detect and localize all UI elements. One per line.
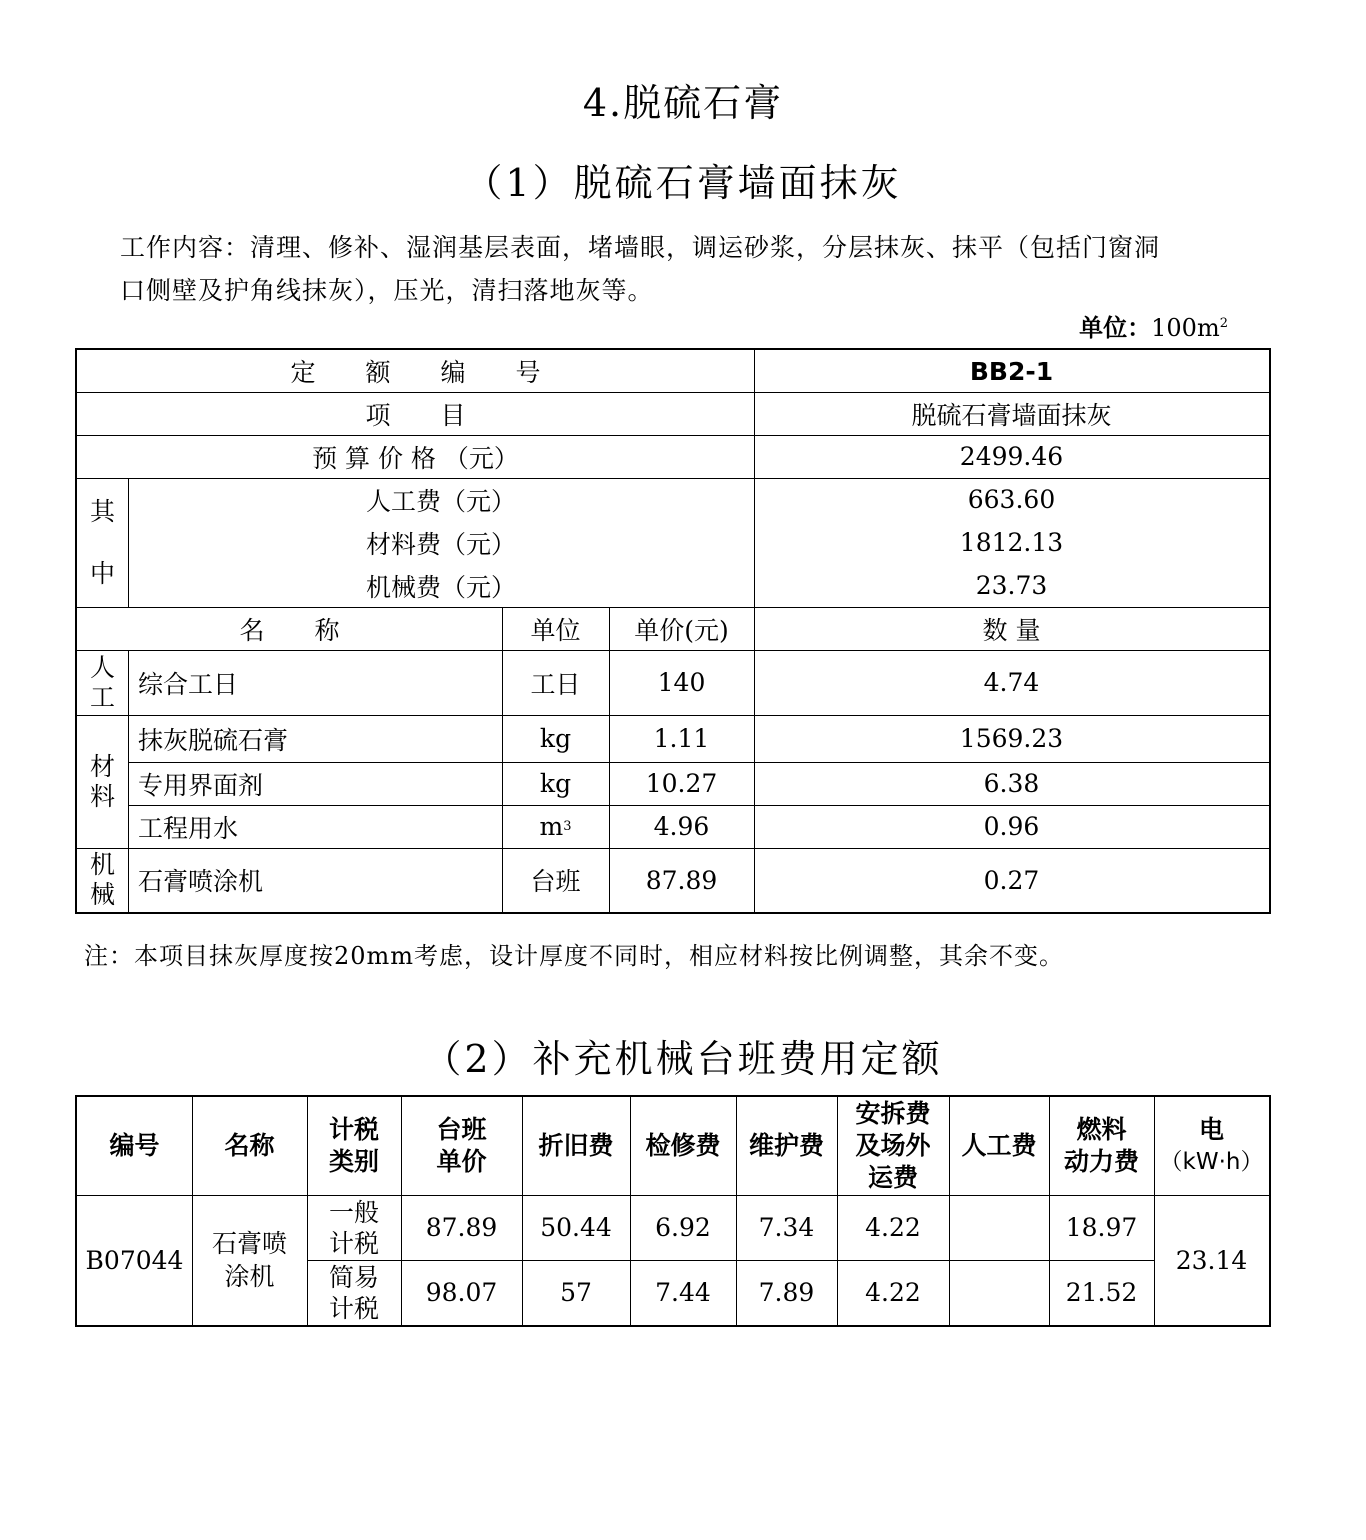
quota-code-value: BB2-1 — [969, 356, 1054, 386]
col-header-quantity: 数 量 — [982, 615, 1041, 645]
work-content-line-2: 口侧壁及护角线抹灰），压光，清扫落地灰等。 — [120, 276, 654, 305]
table-row-overhaul: 7.44 — [655, 1278, 711, 1307]
header-electricity — [1154, 1097, 1269, 1195]
table-row-unit: 工日 — [530, 669, 581, 699]
work-content-line-1: 工作内容：清理、修补、湿润基层表面，堵墙眼，调运砂浆，分层抹灰、抹平（包括门窗洞 — [120, 233, 1161, 262]
table-row-quantity: 1569.23 — [959, 724, 1064, 753]
header-install-line-3: 运费 — [867, 1163, 918, 1192]
note-text: 注：本项目抹灰厚度按20mm考虑，设计厚度不同时，相应材料按比例调整，其余不变。 — [84, 942, 1065, 970]
table-row-price: 87.89 — [425, 1213, 498, 1242]
of-which-char-2: 中 — [89, 558, 115, 588]
header-tax-line-2: 类别 — [328, 1147, 379, 1176]
of-which-char-1: 其 — [89, 496, 115, 526]
table-row-unit — [502, 805, 609, 848]
material-fee-label: 材料费（元） — [365, 529, 516, 559]
unit-label — [900, 308, 1228, 343]
table-row-depreciation: 50.44 — [540, 1213, 612, 1242]
of-which-label — [77, 478, 128, 607]
table-row-overhaul: 6.92 — [655, 1213, 711, 1242]
table-row-price: 10.27 — [645, 769, 718, 798]
category-labor — [77, 650, 128, 715]
table-row-labor — [949, 1260, 1049, 1325]
table-row-tax-category — [307, 1260, 401, 1325]
budget-price-value: 2499.46 — [959, 442, 1064, 471]
col-header-price: 单价(元) — [634, 615, 729, 645]
header-tax-line-1: 计税 — [328, 1115, 379, 1144]
header-elec-line-1: 电 — [1198, 1115, 1224, 1144]
category-machine — [77, 848, 128, 912]
table-row-quantity: 0.27 — [983, 865, 1040, 895]
col-header-name: 名 称 — [239, 615, 340, 645]
header-install-line-1: 安拆费 — [855, 1099, 931, 1128]
header-depreciation: 折旧费 — [538, 1131, 614, 1160]
table-row-maintenance: 7.89 — [758, 1278, 815, 1307]
table-row-depreciation: 57 — [560, 1278, 592, 1307]
header-fuel-line-1: 燃料 — [1076, 1115, 1127, 1144]
table-row-quantity: 6.38 — [983, 769, 1040, 798]
tax-line-1: 一般 — [328, 1197, 379, 1227]
table-row-unit: kg — [539, 769, 572, 798]
header-fuel-line-2: 动力费 — [1063, 1147, 1139, 1176]
section-title-1: （1）脱硫石膏墙面抹灰 — [464, 161, 902, 205]
table-row-fuel: 21.52 — [1065, 1278, 1138, 1307]
header-install-transport — [837, 1097, 949, 1195]
table-row-maintenance: 7.34 — [758, 1213, 815, 1242]
item-label: 项 目 — [365, 400, 466, 430]
category-machine-char-1: 机 — [89, 850, 115, 879]
category-material-char-2: 料 — [89, 781, 115, 811]
table-row-install: 4.22 — [865, 1213, 921, 1242]
category-machine-char-2: 械 — [89, 880, 115, 909]
table-row-labor — [949, 1195, 1049, 1260]
header-install-line-2: 及场外 — [855, 1131, 931, 1160]
unit-label-text: 单位： — [1079, 314, 1152, 342]
unit-superscript: 2 — [1219, 316, 1228, 331]
machine-code: B07044 — [85, 1245, 184, 1275]
category-material-char-1: 材 — [89, 751, 115, 781]
electricity-value: 23.14 — [1175, 1245, 1248, 1275]
machine-fee-value: 23.73 — [975, 571, 1048, 600]
work-content — [120, 226, 1240, 312]
table-row-price: 140 — [657, 668, 706, 697]
unit-superscript: 3 — [563, 819, 572, 834]
unit-text: m — [539, 812, 564, 841]
tax-line-1: 简易 — [328, 1262, 379, 1292]
table-row-name: 石膏喷涂机 — [138, 867, 264, 896]
header-tax-category — [307, 1097, 401, 1195]
header-code: 编号 — [109, 1131, 160, 1160]
item-value: 脱硫石膏墙面抹灰 — [911, 400, 1112, 430]
quota-code-label: 定 额 编 号 — [290, 358, 541, 387]
table-row-name: 专用界面剂 — [138, 770, 264, 800]
tax-line-2: 计税 — [328, 1293, 379, 1323]
header-price-line-1: 台班 — [436, 1115, 487, 1144]
header-fuel-power — [1049, 1097, 1154, 1195]
table-row-name: 抹灰脱硫石膏 — [138, 725, 289, 755]
table-row-quantity: 4.74 — [983, 668, 1040, 697]
table-row-price: 87.89 — [645, 865, 718, 895]
table-row-price: 4.96 — [653, 812, 710, 841]
table-row-name: 工程用水 — [138, 813, 239, 843]
header-maintenance: 维护费 — [748, 1131, 824, 1160]
tax-line-2: 计税 — [328, 1228, 379, 1258]
header-name: 名称 — [224, 1131, 275, 1160]
section-title-2: （2）补充机械台班费用定额 — [423, 1037, 943, 1081]
labor-fee-label: 人工费（元） — [365, 486, 516, 516]
table-row-unit: kg — [539, 724, 572, 753]
machine-fee-label: 机械费（元） — [365, 572, 516, 602]
header-labor: 人工费 — [961, 1131, 1037, 1160]
table-row-quantity: 0.96 — [983, 812, 1040, 841]
category-labor-char-1: 人 — [89, 652, 115, 682]
page-title: 4.脱硫石膏 — [582, 81, 784, 125]
category-labor-char-2: 工 — [89, 682, 115, 712]
category-material — [77, 715, 128, 848]
table-row-tax-category — [307, 1195, 401, 1260]
header-price-line-2: 单价 — [436, 1147, 487, 1176]
header-shift-price — [401, 1097, 522, 1195]
table-row-unit: 台班 — [530, 867, 581, 896]
labor-fee-value: 663.60 — [967, 485, 1056, 514]
table-row-fuel: 18.97 — [1065, 1213, 1138, 1242]
col-header-unit: 单位 — [530, 615, 581, 645]
machine-name-line-2: 涂机 — [224, 1262, 275, 1291]
quota-table — [75, 348, 1271, 914]
machine-shift-table — [75, 1095, 1271, 1327]
unit-value: 100m — [1151, 314, 1220, 342]
header-overhaul: 检修费 — [645, 1131, 721, 1160]
material-fee-value: 1812.13 — [959, 528, 1064, 557]
table-row-name: 综合工日 — [138, 669, 239, 699]
machine-name-line-1: 石膏喷 — [211, 1229, 287, 1258]
header-elec-line-2: （kW·h） — [1159, 1149, 1264, 1175]
machine-name — [192, 1195, 307, 1325]
table-row-price: 1.11 — [653, 724, 710, 753]
table-row-install: 4.22 — [865, 1278, 921, 1307]
table-row-price: 98.07 — [425, 1278, 498, 1307]
budget-price-label: 预 算 价 格 （元） — [312, 443, 519, 473]
